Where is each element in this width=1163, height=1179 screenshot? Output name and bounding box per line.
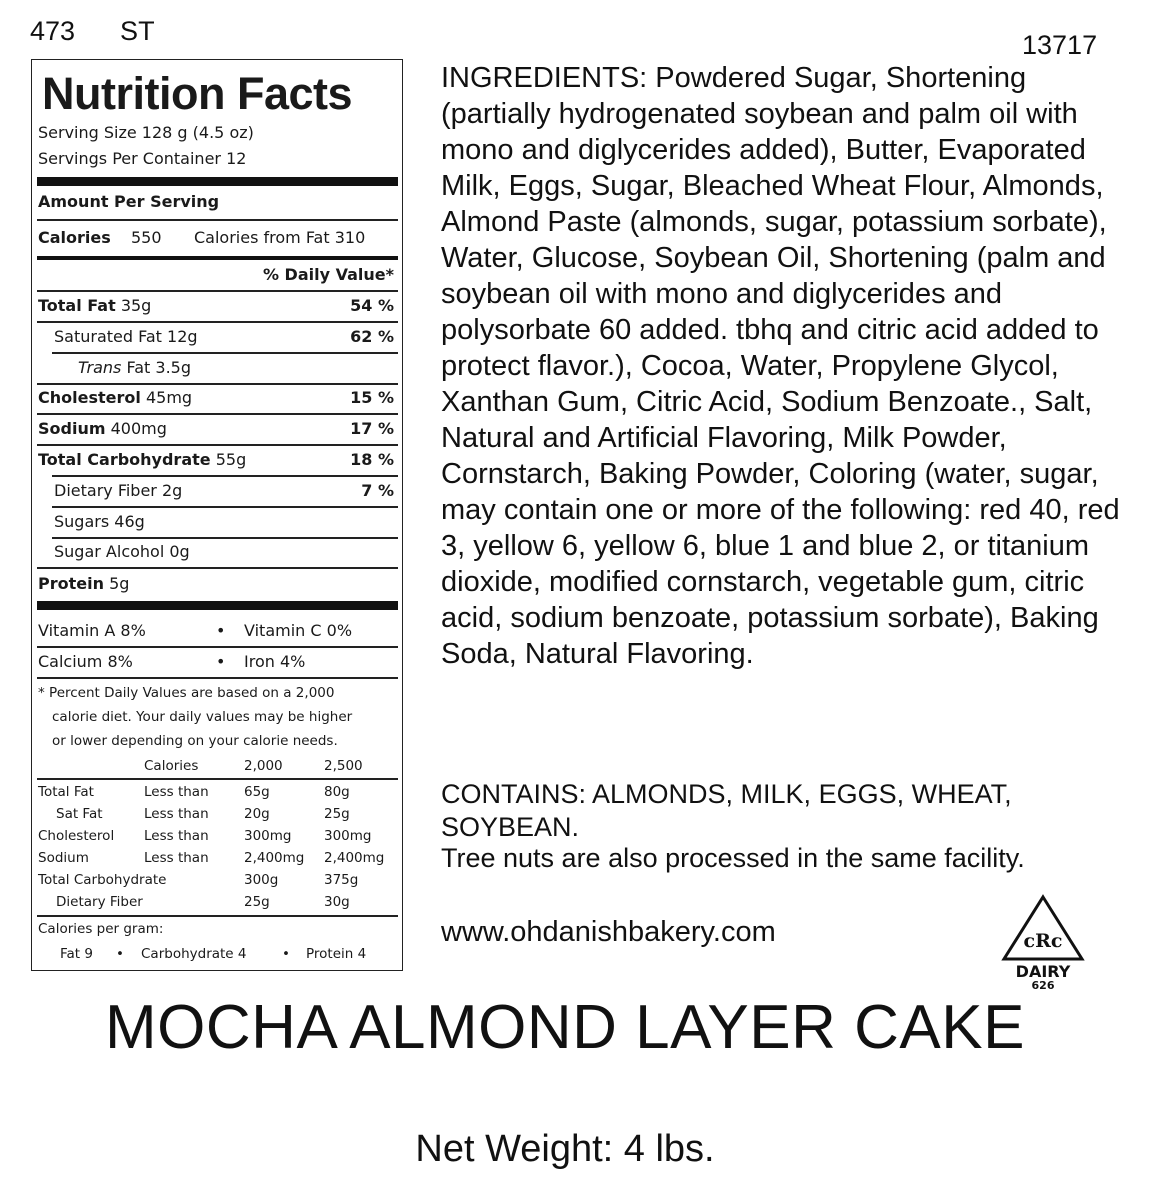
divider <box>37 413 398 415</box>
thick-divider <box>37 177 398 186</box>
vitamin-a: Vitamin A 8% <box>38 621 146 640</box>
seal-mark: cRc <box>1023 930 1063 952</box>
row-label: Dietary Fiber <box>54 481 157 500</box>
divider <box>37 256 398 260</box>
row-sugar-alcohol <box>54 542 190 561</box>
row-label: Sodium <box>38 419 106 438</box>
seal-number: 626 <box>1031 979 1055 991</box>
divider <box>37 677 398 679</box>
row-label: Total Fat <box>38 296 116 315</box>
row-amount: 5g <box>109 574 130 593</box>
divider <box>52 537 398 539</box>
row-dv: 15 % <box>350 388 394 407</box>
row-sodium <box>38 419 167 438</box>
amount-per-serving: Amount Per Serving <box>38 192 220 211</box>
ref-c1: 65g <box>244 784 270 800</box>
iron: Iron 4% <box>244 652 306 671</box>
row-dv: 62 % <box>350 327 394 346</box>
row-amount: 12g <box>167 327 198 346</box>
divider <box>37 915 398 917</box>
ref-name: Total Fat <box>38 784 94 800</box>
divider <box>37 321 398 323</box>
row-amount: 0g <box>169 542 190 561</box>
row-amount: 35g <box>120 296 152 315</box>
row-amount: 400mg <box>110 419 167 438</box>
kosher-dairy-seal-icon <box>998 893 1088 991</box>
ref-cmp: Less than <box>144 850 209 866</box>
ref-c1: 2,400mg <box>244 850 305 866</box>
row-label: Saturated Fat <box>54 327 162 346</box>
row-amount: Fat 3.5g <box>126 358 191 377</box>
per-gram-protein: Protein 4 <box>306 946 367 962</box>
calcium: Calcium 8% <box>38 652 133 671</box>
row-dietary-fiber <box>54 481 182 500</box>
row-sugars <box>54 512 145 531</box>
tree-nuts-notice: Tree nuts are also processed in the same facility. <box>441 843 1025 873</box>
row-label: Protein <box>38 574 104 593</box>
calories-label: Calories <box>38 228 111 247</box>
ref-cmp: Less than <box>144 806 209 822</box>
row-label: Trans <box>78 358 122 377</box>
row-amount: 2g <box>161 481 183 500</box>
row-saturated-fat <box>54 327 198 346</box>
row-label: Cholesterol <box>38 388 141 407</box>
ref-cmp: Less than <box>144 784 209 800</box>
calories-value: 550 <box>131 228 162 247</box>
per-gram-carbohydrate: Carbohydrate 4 <box>141 946 247 962</box>
row-dv: 18 % <box>350 450 394 469</box>
vitamin-c: Vitamin C 0% <box>244 621 353 640</box>
divider <box>37 778 398 780</box>
bullet: • <box>216 621 226 640</box>
ref-header-calories: Calories <box>144 758 199 774</box>
label-code-right: 13717 <box>1022 30 1098 60</box>
seal-type: DAIRY <box>1015 962 1071 981</box>
ref-name: Sat Fat <box>56 806 103 822</box>
ref-c2: 300mg <box>324 828 372 844</box>
ref-c1: 300mg <box>244 828 292 844</box>
row-amount: 45mg <box>145 388 193 407</box>
row-label: Total Carbohydrate <box>38 450 211 469</box>
row-amount: 46g <box>114 512 145 531</box>
row-total-carbohydrate <box>38 450 246 469</box>
ref-c2: 80g <box>324 784 350 800</box>
divider <box>37 383 398 385</box>
ref-name: Dietary Fiber <box>56 894 143 910</box>
divider <box>37 444 398 446</box>
ref-c1: 300g <box>244 872 279 888</box>
per-gram-fat: Fat 9 <box>60 946 93 962</box>
footnote-line: * Percent Daily Values are based on a 2,000 <box>38 685 335 701</box>
ref-header-2000: 2,000 <box>244 758 283 774</box>
serving-size: Serving Size 128 g (4.5 oz) <box>38 123 254 142</box>
divider <box>37 646 398 648</box>
footnote-line: calorie diet. Your daily values may be higher <box>52 709 353 725</box>
product-name: MOCHA ALMOND LAYER CAKE <box>105 993 1025 1062</box>
ref-c2: 30g <box>324 894 350 910</box>
row-trans-fat <box>78 358 191 377</box>
calories-per-gram: Calories per gram: <box>38 921 164 937</box>
ref-name: Sodium <box>38 850 89 866</box>
ref-c1: 25g <box>244 894 270 910</box>
website-link[interactable]: www.ohdanishbakery.com <box>441 916 776 948</box>
ref-header-2500: 2,500 <box>324 758 363 774</box>
bullet: • <box>116 946 124 962</box>
divider <box>37 219 398 221</box>
row-dv: 54 % <box>350 296 394 315</box>
bullet: • <box>216 652 226 671</box>
ref-name: Cholesterol <box>38 828 115 844</box>
ref-c1: 20g <box>244 806 270 822</box>
divider <box>37 290 398 292</box>
footnote-line: or lower depending on your calorie needs. <box>52 733 338 749</box>
row-amount: 55g <box>215 450 247 469</box>
divider <box>52 475 398 477</box>
row-label: Sugars <box>54 512 110 531</box>
ref-c2: 25g <box>324 806 350 822</box>
bullet: • <box>282 946 290 962</box>
label-code-left: 473 ST <box>30 16 155 46</box>
row-total-fat <box>38 296 151 315</box>
row-protein <box>38 574 129 593</box>
ref-cmp: Less than <box>144 828 209 844</box>
row-label: Sugar Alcohol <box>54 542 165 561</box>
nutrition-title: Nutrition Facts <box>42 68 353 119</box>
thick-divider <box>37 601 398 610</box>
ref-c2: 2,400mg <box>324 850 385 866</box>
ingredients-text: INGREDIENTS: Powdered Sugar, Shortening (partially hydrogenated soybean and palm oil with mono and diglycerides added), Butter, Evaporated Milk, Eggs, Sugar, Bleached Wheat Flour, Almonds, Almond Paste (almonds, sugar, potassium sorbate), Water, Glucose, Soybean Oil, Shortening (palm and soybean oil with mono and diglycerides and polysorbate 60 added. tbhq and citric acid added to protect flavor.), Cocoa, Water, Propylene Glycol, Xanthan Gum, Citric Acid, Sodium Benzoate., Salt, Natural and Artificial Flavoring, Milk Powder, Cornstarch, Baking Powder, Coloring (water, sugar, may contain one or more of the following: red 40, red 3, yellow 6, yellow 6, blue 1 and blue 2, or titanium dioxide, modified cornstarch, vegetable gum, citric acid, sodium benzoate, potassium sorbate), Baking Soda, Natural Flavoring. <box>441 62 1120 670</box>
row-dv: 7 % <box>361 481 394 500</box>
row-dv: 17 % <box>350 419 394 438</box>
nutrition-facts-panel <box>31 59 403 971</box>
net-weight: Net Weight: 4 lbs. <box>415 1128 715 1170</box>
ref-c2: 375g <box>324 872 359 888</box>
allergen-contains: CONTAINS: ALMONDS, MILK, EGGS, WHEAT, SOYBEAN. <box>441 779 1012 842</box>
divider <box>52 352 398 354</box>
calories-from-fat: Calories from Fat 310 <box>194 228 366 247</box>
divider <box>52 506 398 508</box>
divider <box>37 567 398 569</box>
servings-per-container: Servings Per Container 12 <box>38 149 247 168</box>
daily-value-header: % Daily Value* <box>262 265 394 284</box>
ref-name: Total Carbohydrate <box>38 872 167 888</box>
row-cholesterol <box>38 388 192 407</box>
